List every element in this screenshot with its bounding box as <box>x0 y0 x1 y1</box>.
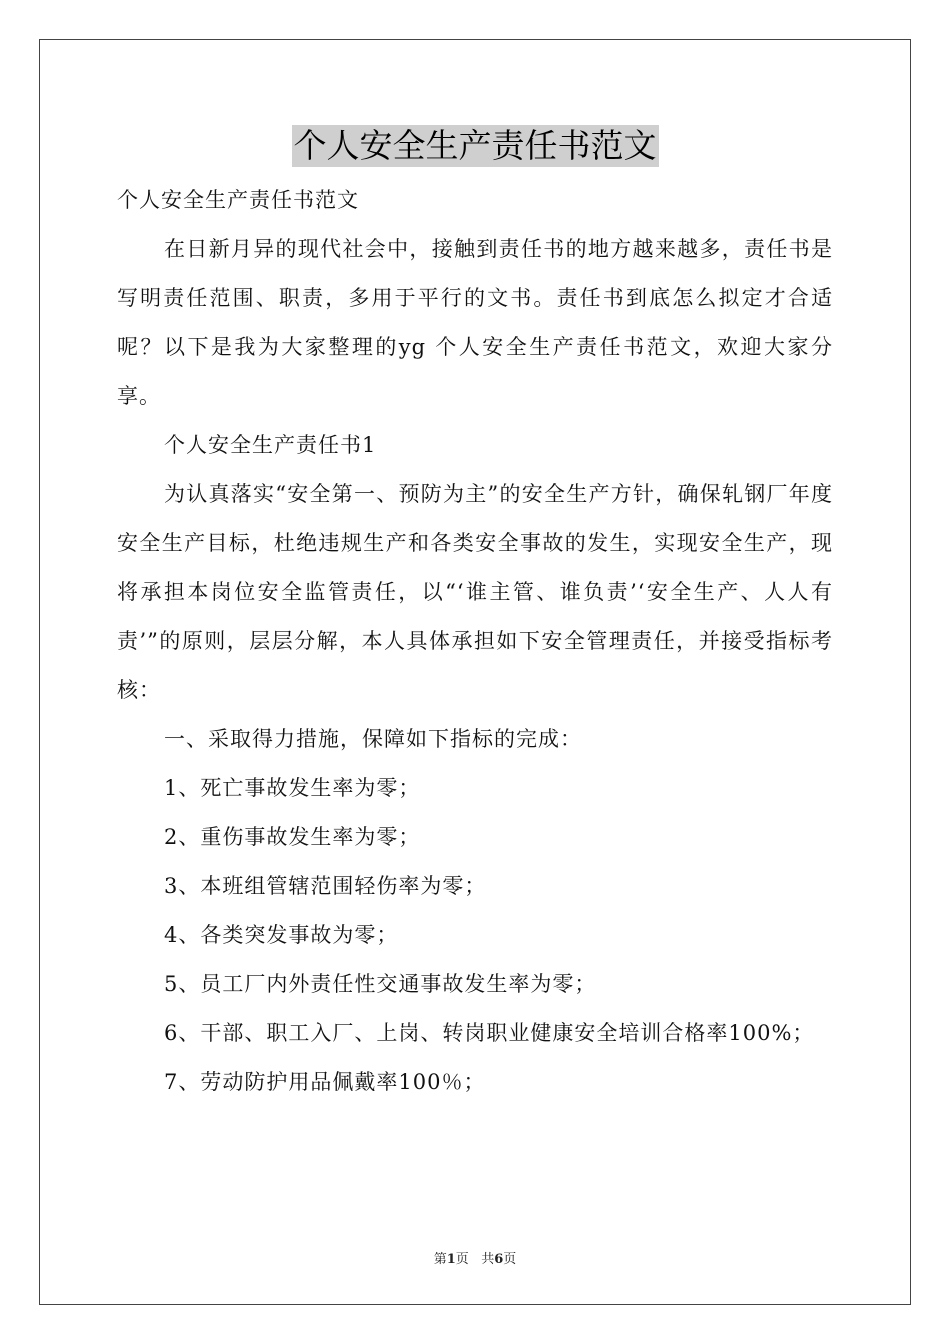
footer-prefix: 第 <box>433 1252 447 1267</box>
total-pages-number: 6 <box>494 1252 504 1267</box>
footer-total-prefix: 共 <box>481 1252 495 1267</box>
current-page-number: 1 <box>446 1252 456 1267</box>
page-footer <box>0 1248 950 1267</box>
paragraph-section-heading: 个人安全生产责任书1 <box>164 433 377 457</box>
title-container <box>0 125 950 167</box>
paragraph-intro: 在日新月异的现代社会中，接触到责任书的地方越来越多，责任书是写明责任范围、职责，多用于平行的文书。责任书到底怎么拟定才合适呢？以下是我为大家整理的yg 个人安全生产责任书范文，欢迎大家分享。 <box>117 237 833 408</box>
paragraph-subtitle: 个人安全生产责任书范文 <box>117 188 359 212</box>
list-item: 4、各类突发事故为零； <box>164 923 399 947</box>
footer-total-suffix: 页 <box>503 1252 517 1267</box>
document-body <box>117 176 833 1107</box>
list-item: 3、本班组管辖范围轻伤率为零； <box>164 874 487 898</box>
footer-page-word: 页 <box>455 1252 469 1267</box>
list-item: 6、干部、职工入厂、上岗、转岗职业健康安全培训合格率100%； <box>164 1021 815 1045</box>
paragraph-principle: 为认真落实“安全第一、预防为主”的安全生产方针，确保轧钢厂年度安全生产目标，杜绝违规生产和各类安全事故的发生，实现安全生产，现将承担本岗位安全监管责任，以“‘谁主管、谁负责’‘安全生产、人人有责’”的原则，层层分解，本人具体承担如下安全管理责任，并接受指标考核： <box>117 482 833 702</box>
list-item: 1、死亡事故发生率为零； <box>164 776 421 800</box>
list-item: 2、重伤事故发生率为零； <box>164 825 421 849</box>
list-item: 7、劳动防护用品佩戴率100％； <box>164 1070 486 1094</box>
list-item: 5、员工厂内外责任性交通事故发生率为零； <box>164 972 597 996</box>
paragraph-measures-heading: 一、采取得力措施，保障如下指标的完成： <box>164 727 582 751</box>
document-title: 个人安全生产责任书范文 <box>293 126 657 165</box>
